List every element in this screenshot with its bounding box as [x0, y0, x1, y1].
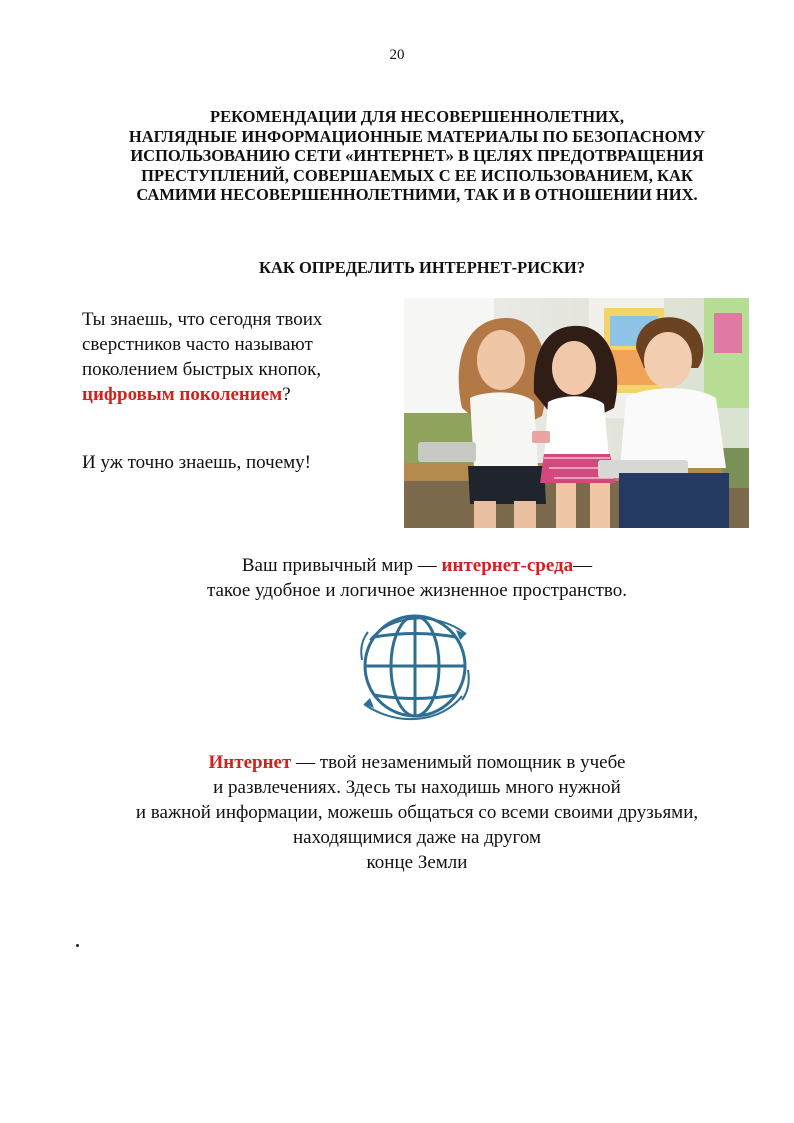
intro-line — [82, 382, 382, 407]
intro-second-line: И уж точно знаешь, почему! — [82, 452, 311, 473]
internet-line: и развлечениях. Здесь ты находишь много нужной — [213, 777, 621, 798]
main-heading-line: РЕКОМЕНДАЦИИ ДЛЯ НЕСОВЕРШЕННОЛЕТНИХ, — [210, 107, 624, 126]
stray-dot — [76, 944, 79, 947]
internet-line — [0, 750, 794, 775]
intro-question-mark: ? — [282, 384, 291, 405]
intro-paragraph — [82, 307, 382, 407]
internet-paragraph — [0, 750, 794, 875]
world-suffix: — — [573, 555, 593, 576]
main-heading-line: НАГЛЯДНЫЕ ИНФОРМАЦИОННЫЕ МАТЕРИАЛЫ ПО БЕЗОПАСНОМУ — [128, 126, 706, 146]
internet-line: находящимися даже на другом — [292, 827, 542, 848]
main-heading-line: ИСПОЛЬЗОВАНИЮ СЕТИ «ИНТЕРНЕТ» В ЦЕЛЯХ ПРЕДОТВРАЩЕНИЯ — [130, 146, 704, 165]
digital-generation-highlight: цифровым поколением — [82, 384, 283, 405]
main-heading-line: ПРЕСТУПЛЕНИЙ, СОВЕРШАЕМЫХ С ЕЕ ИСПОЛЬЗОВАНИЕМ, КАК — [141, 165, 693, 185]
internet-line: и важной информации, можешь общаться со всеми своими друзьями, — [135, 802, 699, 823]
world-paragraph — [0, 553, 794, 603]
children-with-tablets-photo — [404, 298, 749, 528]
internet-line: конце Земли — [366, 852, 468, 873]
world-prefix: Ваш привычный мир — — [241, 555, 442, 576]
main-heading-line: САМИМИ НЕСОВЕРШЕННОЛЕТНИМИ, ТАК И В ОТНОШЕНИИ НИХ. — [136, 185, 698, 204]
world-line — [0, 553, 794, 578]
section-heading: КАК ОПРЕДЕЛИТЬ ИНТЕРНЕТ-РИСКИ? — [258, 258, 585, 277]
internet-environment-highlight: интернет-среда — [441, 555, 574, 576]
intro-line: поколением быстрых кнопок, — [82, 359, 322, 380]
main-heading — [60, 107, 774, 205]
world-line: такое удобное и логичное жизненное пространство. — [206, 580, 628, 601]
internet-highlight: Интернет — [208, 752, 292, 773]
intro-line: сверстников часто называют — [82, 334, 313, 355]
internet-line1-rest: — твой незаменимый помощник в учебе — [291, 752, 626, 773]
globe-icon — [350, 610, 480, 730]
page-number: 20 — [389, 47, 405, 63]
intro-line: Ты знаешь, что сегодня твоих — [82, 309, 323, 330]
